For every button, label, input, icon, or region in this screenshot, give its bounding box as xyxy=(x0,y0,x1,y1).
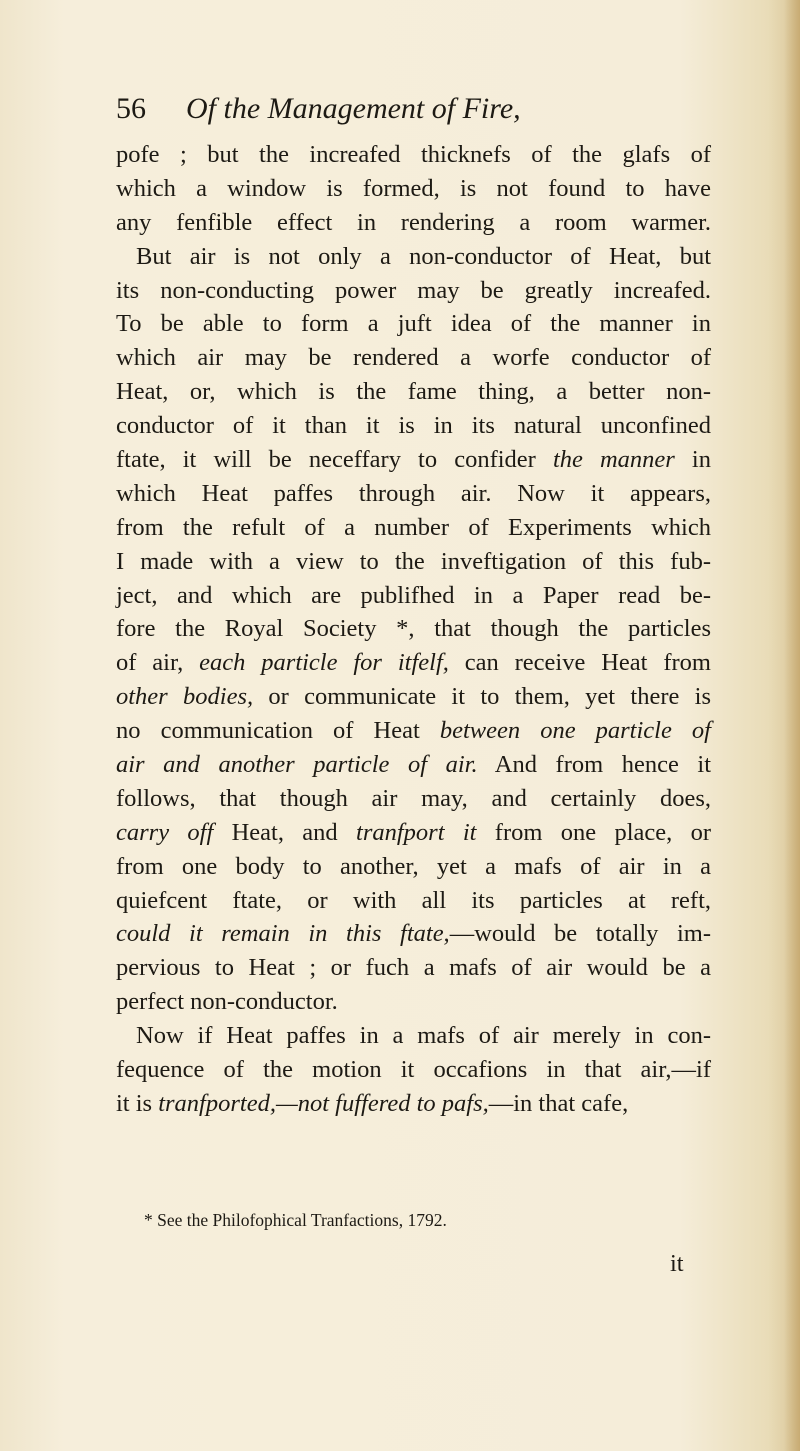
text-line xyxy=(116,985,711,1019)
text-line xyxy=(116,612,711,646)
italic-segment: the manner xyxy=(552,446,675,474)
text-line xyxy=(116,240,711,274)
text-line xyxy=(116,511,711,545)
text-line xyxy=(116,579,711,613)
running-title: Of the Management of Fire, xyxy=(186,92,521,125)
text-segment: perfect non-conductor. xyxy=(116,988,338,1016)
text-segment: in xyxy=(674,446,711,474)
page-edge-shadow xyxy=(784,0,800,1451)
text-segment: follows, that though air may, and certainly does, xyxy=(116,784,711,812)
text-segment: which air may be rendered a worfe conductor of xyxy=(116,344,711,372)
text-segment: fequence of the motion it occafions in that air,—if xyxy=(116,1056,711,1084)
text-segment: Now if Heat paffes in a mafs of air merely in con- xyxy=(136,1022,711,1050)
page-header xyxy=(116,86,716,134)
text-line xyxy=(116,1087,711,1121)
footnote: * See the Philofophical Tranfactions, 1792. xyxy=(144,1210,447,1230)
text-segment: To be able to form a juft idea of the manner in xyxy=(116,310,711,338)
italic-segment: each particle for itfelf, xyxy=(199,649,449,677)
text-line xyxy=(116,748,711,782)
text-segment: from one place, or xyxy=(476,818,711,846)
text-segment: from the refult of a number of Experiments which xyxy=(116,513,711,541)
text-segment: ject, and which are publifhed in a Paper read be- xyxy=(116,581,711,609)
italic-segment: other bodies, xyxy=(116,683,254,711)
text-segment: pervious to Heat ; or fuch a mafs of air would be a xyxy=(116,954,711,982)
text-line xyxy=(116,714,711,748)
text-line xyxy=(116,917,711,951)
text-line xyxy=(116,477,711,511)
italic-segment: could it remain in this ftate, xyxy=(116,920,450,948)
text-line xyxy=(116,206,711,240)
body-text xyxy=(116,138,711,1121)
italic-segment: tranfport it xyxy=(356,818,477,846)
text-line xyxy=(116,646,711,680)
text-segment: —in that cafe, xyxy=(488,1089,629,1117)
text-segment: it is xyxy=(116,1089,159,1117)
text-segment: any fenfible effect in rendering a room warmer. xyxy=(116,208,711,236)
text-line xyxy=(116,375,711,409)
text-line xyxy=(116,1019,711,1053)
text-segment: But air is not only a non-conductor of Heat, but xyxy=(136,242,711,270)
text-line xyxy=(116,409,711,443)
text-segment: quiefcent ftate, or with all its particles at reft, xyxy=(116,886,711,914)
catchword: it xyxy=(670,1250,684,1277)
text-line xyxy=(116,816,711,850)
italic-segment: carry off xyxy=(116,818,214,846)
text-segment: Heat, or, which is the fame thing, a better non- xyxy=(116,378,711,406)
text-segment: can receive Heat from xyxy=(448,649,711,677)
text-segment: And from hence it xyxy=(477,751,712,779)
text-segment: —would be totally im- xyxy=(449,920,711,948)
text-segment: conductor of it than it is in its natural unconfined xyxy=(116,412,711,440)
text-line xyxy=(116,1053,711,1087)
text-segment: which Heat paffes through air. Now it appears, xyxy=(116,479,711,507)
text-line xyxy=(116,782,711,816)
text-segment: from one body to another, yet a mafs of air in a xyxy=(116,852,711,880)
text-line xyxy=(116,850,711,884)
italic-segment: between one particle of xyxy=(439,717,711,745)
text-segment: which a window is formed, is not found to have xyxy=(116,174,711,202)
text-segment: Heat, and xyxy=(213,818,357,846)
text-line xyxy=(116,951,711,985)
text-line xyxy=(116,545,711,579)
page-number: 56 xyxy=(116,92,146,125)
text-segment: or communicate it to them, yet there is xyxy=(253,683,712,711)
text-line xyxy=(116,884,711,918)
text-segment: its non-conducting power may be greatly increafed. xyxy=(116,276,711,304)
text-line xyxy=(116,680,711,714)
italic-segment: tranfported,—not fuffered to pafs, xyxy=(158,1089,489,1117)
text-segment: I made with a view to the inveftigation of this fub- xyxy=(116,547,711,575)
text-segment: of air, xyxy=(116,649,200,677)
text-line xyxy=(116,443,711,477)
text-segment: pofe ; but the increafed thicknefs of the glafs of xyxy=(116,141,711,168)
text-line xyxy=(116,307,711,341)
text-segment: ftate, it will be neceffary to confider xyxy=(116,446,553,474)
text-segment: no communication of Heat xyxy=(116,717,440,745)
text-segment: fore the Royal Society *, that though the particles xyxy=(116,615,711,643)
text-line xyxy=(116,341,711,375)
text-line xyxy=(116,274,711,308)
text-line xyxy=(116,138,711,172)
italic-segment: air and another particle of air. xyxy=(116,751,478,779)
text-line xyxy=(116,172,711,206)
